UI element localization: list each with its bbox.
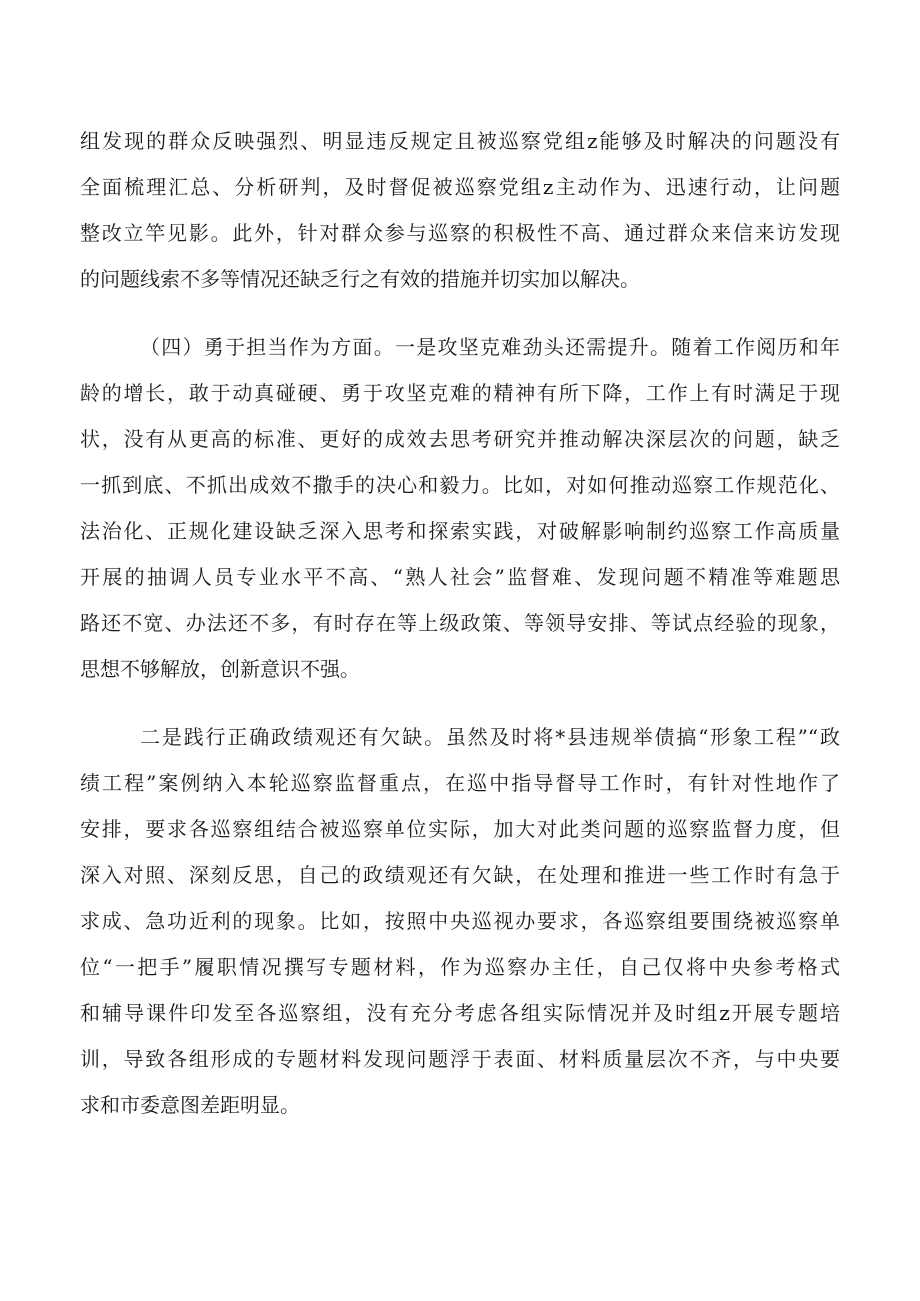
text-line: 求和市委意图差距明显。 xyxy=(80,1093,300,1117)
text-line: 求成、急功近利的现象。比如，按照中央巡视办要求，各巡察组要围绕被巡察单 xyxy=(80,909,840,933)
text-line: 法治化、正规化建设缺乏深入思考和探索实践，对破解影响制约巡察工作高质量 xyxy=(80,519,840,543)
text-line: 路还不宽、办法还不多，有时存在等上级政策、等领导安排、等试点经验的现象， xyxy=(80,611,840,635)
text-line: 整改立竿见影。此外，针对群众参与巡察的积极性不高、通过群众来信来访发现 xyxy=(80,221,840,245)
text-line: 绩工程”案例纳入本轮巡察监督重点，在巡中指导督导工作时，有针对性地作了 xyxy=(80,771,840,795)
paragraph-continued xyxy=(80,118,840,302)
text-line: 开展的抽调人员专业水平不高、“熟人社会”监督难、发现问题不精准等难题思 xyxy=(80,565,840,589)
text-line: （四）勇于担当作为方面。一是攻坚克难劲头还需提升。随着工作阅历和年 xyxy=(140,335,840,359)
text-line: 龄的增长，敢于动真碰硬、勇于攻坚克难的精神有所下降，工作上有时满足于现 xyxy=(80,381,840,405)
text-line: 的问题线索不多等情况还缺乏行之有效的措施并切实加以解决。 xyxy=(80,267,640,291)
text-line: 和辅导课件印发至各巡察组，没有充分考虑各组实际情况并及时组z开展专题培 xyxy=(80,1001,840,1025)
text-line: 安排，要求各巡察组结合被巡察单位实际，加大对此类问题的巡察监督力度，但 xyxy=(80,817,840,841)
text-line: 全面梳理汇总、分析研判，及时督促被巡察党组z主动作为、迅速行动，让问题 xyxy=(80,175,840,199)
text-line: 深入对照、深刻反思，自己的政绩观还有欠缺，在处理和推进一些工作时有急于 xyxy=(80,863,840,887)
text-line: 一抓到底、不抓出成效不撒手的决心和毅力。比如，对如何推动巡察工作规范化、 xyxy=(80,473,840,497)
text-line: 组发现的群众反映强烈、明显违反规定且被巡察党组z能够及时解决的问题没有 xyxy=(80,129,840,153)
text-line: 位“一把手”履职情况撰写专题材料，作为巡察办主任，自己仅将中央参考格式 xyxy=(80,955,840,979)
text-line: 二是践行正确政绩观还有欠缺。虽然及时将*县违规举债搞“形象工程”“政 xyxy=(140,725,840,749)
paragraph-point-two xyxy=(80,714,840,1128)
text-line: 状，没有从更高的标准、更好的成效去思考研究并推动解决深层次的问题，缺乏 xyxy=(80,427,840,451)
text-line: 训，导致各组形成的专题材料发现问题浮于表面、材料质量层次不齐，与中央要 xyxy=(80,1047,840,1071)
paragraph-section-four xyxy=(80,324,840,692)
text-line: 思想不够解放，创新意识不强。 xyxy=(80,657,360,681)
